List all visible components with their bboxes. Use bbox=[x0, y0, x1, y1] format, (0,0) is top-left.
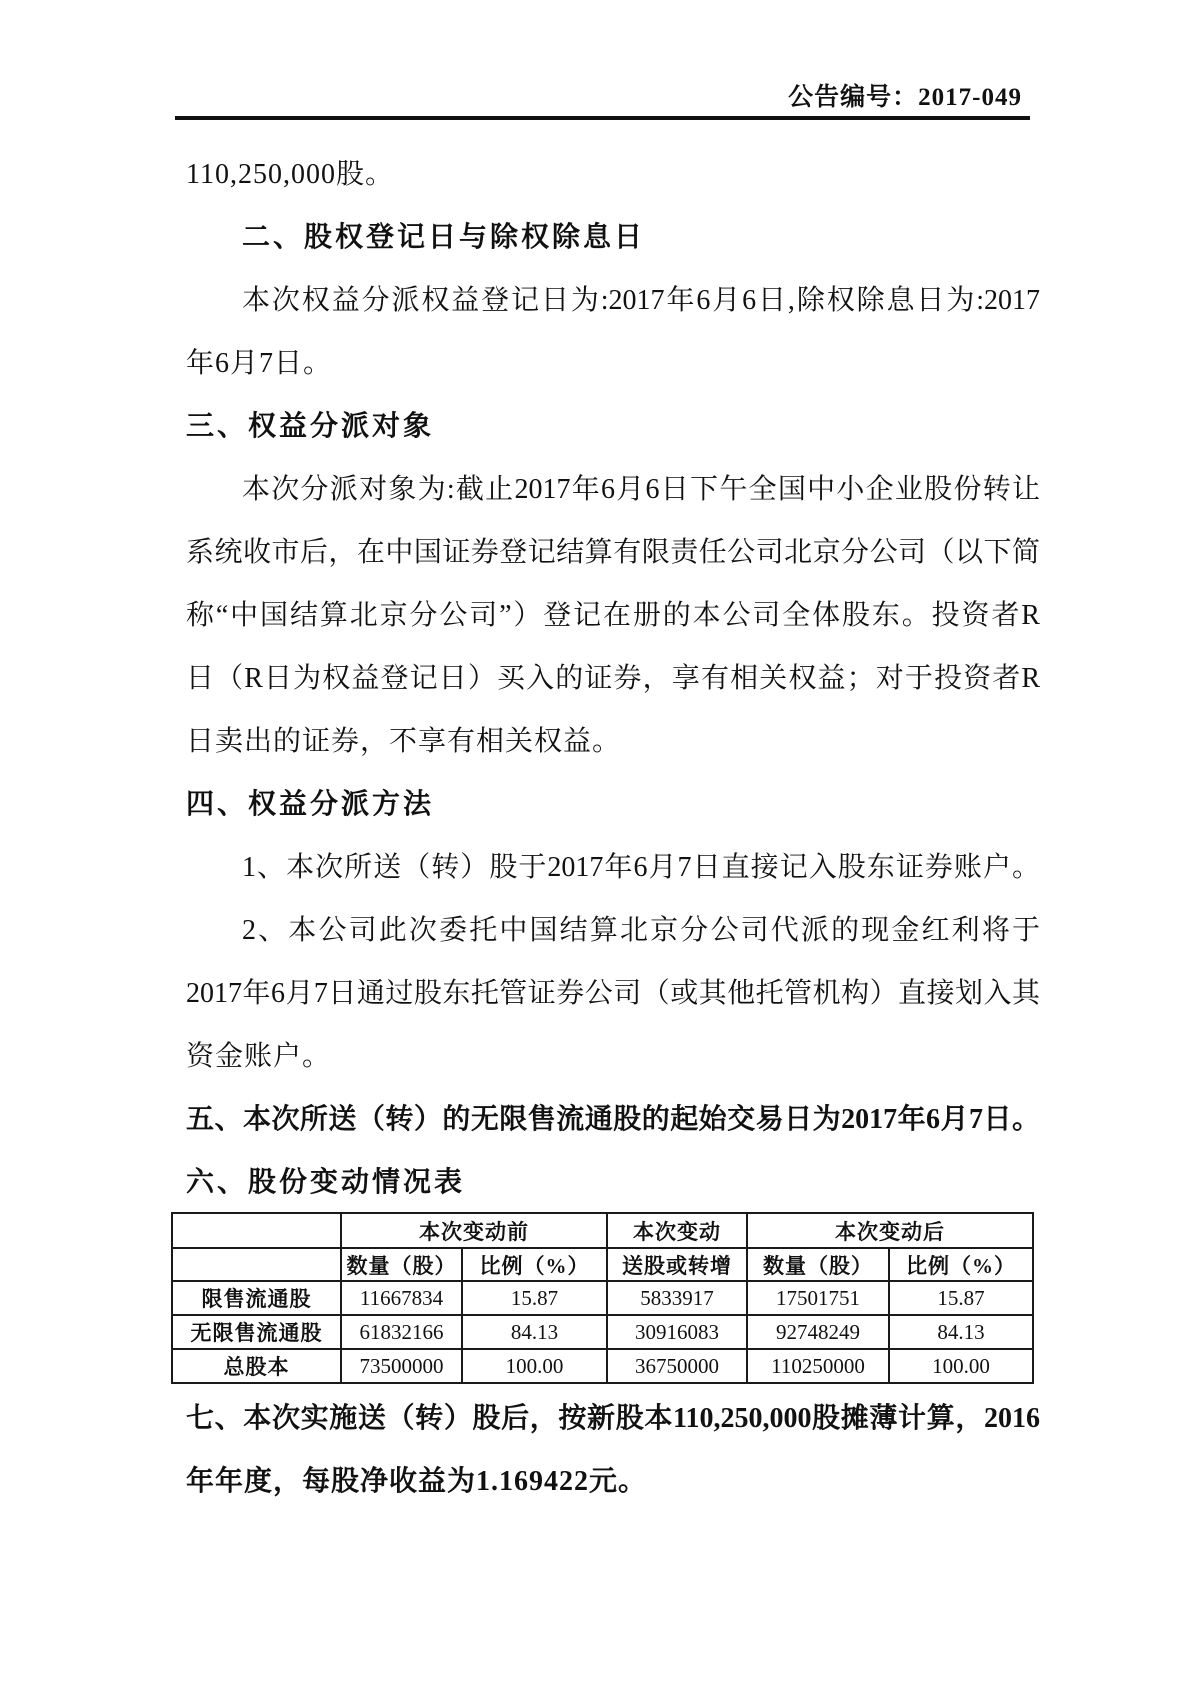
table-corner-cell bbox=[172, 1213, 341, 1248]
section-heading-6: 六、股份变动情况表 bbox=[186, 1167, 466, 1198]
section-heading-4: 四、权益分派方法 bbox=[186, 789, 435, 820]
table-row bbox=[172, 1315, 1033, 1349]
paragraph-line: 资金账户。 bbox=[186, 1041, 332, 1072]
section-heading-7: 七、本次实施送（转）股后，按新股本110,250,000股摊薄计算，2016 bbox=[186, 1403, 1040, 1434]
table-cell: 36750000 bbox=[607, 1349, 747, 1383]
table-row bbox=[172, 1281, 1033, 1315]
row-label: 限售流通股 bbox=[172, 1281, 341, 1315]
section-heading-5: 五、本次所送（转）的无限售流通股的起始交易日为2017年6月7日。 bbox=[186, 1104, 1040, 1135]
doc-number: 公告编号：2017-049 bbox=[788, 84, 1022, 111]
share-change-table bbox=[171, 1212, 1034, 1384]
table-header-cell: 比例（%） bbox=[889, 1248, 1033, 1281]
table-header-cell: 数量（股） bbox=[747, 1248, 889, 1281]
table-header-cell: 送股或转增 bbox=[607, 1248, 747, 1281]
table-cell: 15.87 bbox=[462, 1281, 607, 1315]
table-cell: 84.13 bbox=[889, 1315, 1033, 1349]
section-heading-7-continuation: 年年度，每股净收益为1.169422元。 bbox=[186, 1466, 648, 1497]
list-item-1: 1、本次所送（转）股于2017年6月7日直接记入股东证券账户。 bbox=[242, 852, 1040, 883]
paragraph-line: 称“中国结算北京分公司”）登记在册的本公司全体股东。投资者R bbox=[186, 600, 1040, 631]
table-header-cell: 比例（%） bbox=[462, 1248, 607, 1281]
row-label: 总股本 bbox=[172, 1349, 341, 1383]
paragraph-line: 2017年6月7日通过股东托管证券公司（或其他托管机构）直接划入其 bbox=[186, 978, 1040, 1009]
table-header-cell: 数量（股） bbox=[341, 1248, 462, 1281]
table-cell: 30916083 bbox=[607, 1315, 747, 1349]
paragraph-line-share-total: 110,250,000股。 bbox=[186, 159, 394, 190]
paragraph-line: 系统收市后，在中国证券登记结算有限责任公司北京分公司（以下简 bbox=[186, 537, 1040, 568]
table-group-before: 本次变动前 bbox=[341, 1213, 607, 1248]
table-cell: 11667834 bbox=[341, 1281, 462, 1315]
table-cell: 100.00 bbox=[889, 1349, 1033, 1383]
table-cell: 84.13 bbox=[462, 1315, 607, 1349]
paragraph-line: 本次权益分派权益登记日为:2017年6月6日,除权除息日为:2017 bbox=[242, 285, 1040, 316]
row-label: 无限售流通股 bbox=[172, 1315, 341, 1349]
paragraph-line: 日卖出的证券，不享有相关权益。 bbox=[186, 726, 622, 757]
table-cell: 17501751 bbox=[747, 1281, 889, 1315]
section-heading-3: 三、权益分派对象 bbox=[186, 411, 435, 442]
paragraph-line: 日（R日为权益登记日）买入的证券，享有相关权益；对于投资者R bbox=[186, 663, 1040, 694]
table-cell: 92748249 bbox=[747, 1315, 889, 1349]
paragraph-line: 年6月7日。 bbox=[186, 348, 333, 379]
paragraph-line: 本次分派对象为:截止2017年6月6日下午全国中小企业股份转让 bbox=[242, 474, 1040, 505]
table-cell: 110250000 bbox=[747, 1349, 889, 1383]
table-cell: 61832166 bbox=[341, 1315, 462, 1349]
table-cell: 73500000 bbox=[341, 1349, 462, 1383]
table-cell: 5833917 bbox=[607, 1281, 747, 1315]
table-cell: 100.00 bbox=[462, 1349, 607, 1383]
table-header-row-columns bbox=[172, 1248, 1033, 1281]
table-group-after: 本次变动后 bbox=[747, 1213, 1033, 1248]
list-item-2: 2、本公司此次委托中国结算北京分公司代派的现金红利将于 bbox=[242, 915, 1040, 946]
table-corner-cell bbox=[172, 1248, 341, 1281]
section-heading-2: 二、股权登记日与除权除息日 bbox=[242, 222, 646, 253]
table-row bbox=[172, 1349, 1033, 1383]
table-header-row-groups bbox=[172, 1213, 1033, 1248]
table-group-change: 本次变动 bbox=[607, 1213, 747, 1248]
header-rule bbox=[175, 116, 1030, 120]
table-cell: 15.87 bbox=[889, 1281, 1033, 1315]
